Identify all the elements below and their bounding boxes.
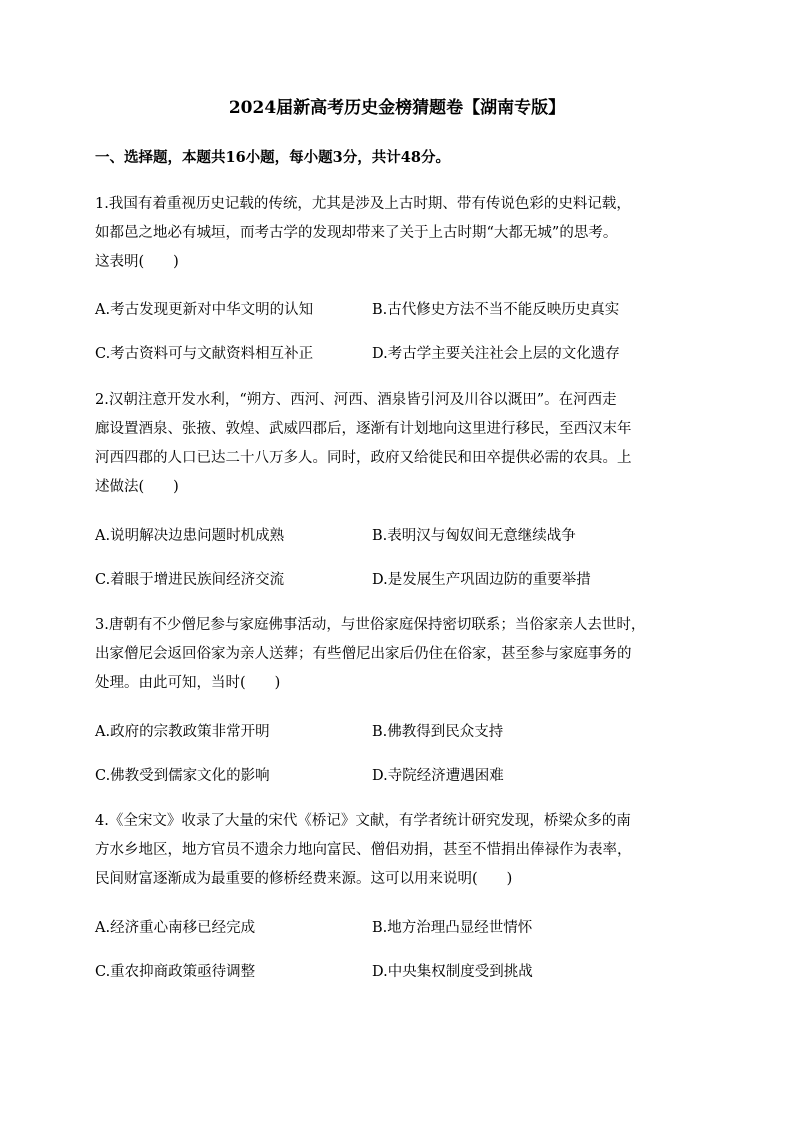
question-4-line-3: 民间财富逐渐成为最重要的修桥经费来源。这可以用来说明( ) — [95, 871, 513, 887]
document-title: 2024届新高考历史金榜猜题卷【湖南专版】 — [228, 98, 566, 118]
question-2-option-b: B.表明汉与匈奴间无意继续战争 — [372, 528, 576, 544]
question-4-option-a: A.经济重心南移已经完成 — [95, 920, 256, 936]
question-2-option-a: A.说明解决边患问题时机成熟 — [95, 528, 285, 544]
question-2-line-2: 廊设置酒泉、张掖、敦煌、武威四郡后，逐渐有计划地向这里进行移民，至西汉末年 — [95, 421, 632, 437]
question-2-line-4: 述做法( ) — [95, 479, 179, 495]
question-1-option-b: B.古代修史方法不当不能反映历史真实 — [372, 302, 620, 318]
question-2-line-3: 河西四郡的人口已达二十八万多人。同时，政府又给徙民和田卒提供必需的农具。上 — [95, 450, 632, 466]
question-1-option-d: D.考古学主要关注社会上层的文化遗存 — [372, 346, 620, 362]
question-2-option-d: D.是发展生产巩固边防的重要举措 — [372, 572, 591, 588]
question-3-line-3: 处理。由此可知，当时( ) — [95, 675, 281, 691]
question-4-option-b: B.地方治理凸显经世情怀 — [372, 920, 533, 936]
question-3-option-c: C.佛教受到儒家文化的影响 — [95, 768, 270, 784]
question-3-option-b: B.佛教得到民众支持 — [372, 724, 504, 740]
question-4-line-1: 4.《全宋文》收录了大量的宋代《桥记》文献，有学者统计研究发现，桥梁众多的南 — [95, 813, 631, 829]
question-1-option-a: A.考古发现更新对中华文明的认知 — [95, 302, 314, 318]
question-4-option-c: C.重农抑商政策亟待调整 — [95, 964, 256, 980]
question-3-line-2: 出家僧尼会返回俗家为亲人送葬；有些僧尼出家后仍住在俗家，甚至参与家庭事务的 — [95, 646, 632, 662]
question-3-option-d: D.寺院经济遭遇困难 — [372, 768, 504, 784]
question-1-option-c: C.考古资料可与文献资料相互补正 — [95, 346, 314, 362]
question-2-option-c: C.着眼于增进民族间经济交流 — [95, 572, 285, 588]
question-4-line-2: 方水乡地区，地方官员不遗余力地向富民、僧侣劝捐，甚至不惜捐出俸禄作为表率， — [95, 842, 632, 858]
question-4-option-d: D.中央集权制度受到挑战 — [372, 964, 533, 980]
question-1-line-3: 这表明( ) — [95, 254, 179, 270]
question-3-option-a: A.政府的宗教政策非常开明 — [95, 724, 270, 740]
question-1-line-2: 如都邑之地必有城垣，而考古学的发现却带来了关于上古时期“大都无城”的思考。 — [95, 225, 618, 241]
question-3-line-1: 3.唐朝有不少僧尼参与家庭佛事活动，与世俗家庭保持密切联系；当俗家亲人去世时， — [95, 617, 646, 633]
question-1-line-1: 1.我国有着重视历史记载的传统，尤其是涉及上古时期、带有传说色彩的史料记载， — [95, 196, 631, 212]
question-2-line-1: 2.汉朝注意开发水利，“朔方、西河、河西、酒泉皆引河及川谷以溉田”。在河西走 — [95, 392, 617, 408]
section-heading: 一、选择题，本题共16小题，每小题3分，共计48分。 — [95, 149, 450, 166]
